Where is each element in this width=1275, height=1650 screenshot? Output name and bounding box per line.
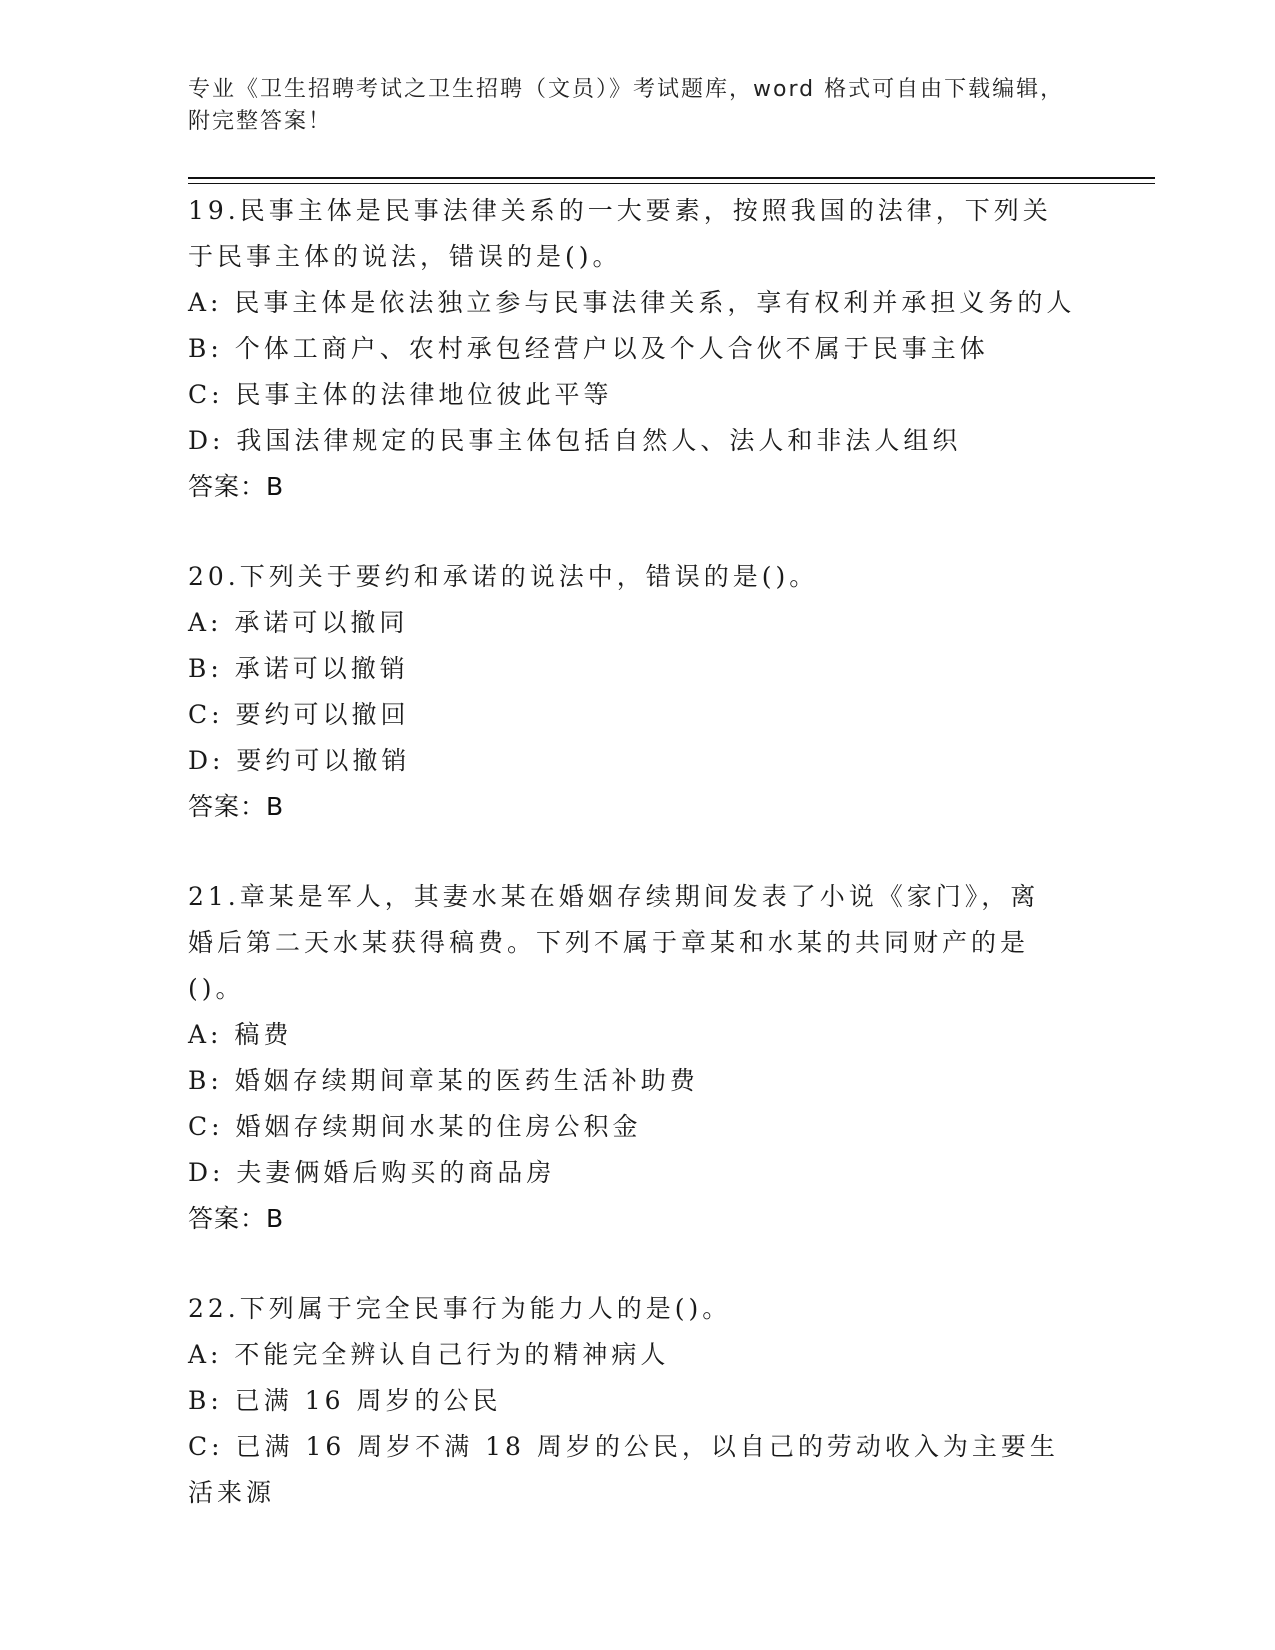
option-c: C: 婚姻存续期间水某的住房公积金 xyxy=(188,1112,642,1141)
question-stem: 22.下列属于完全民事行为能力人的是()。 xyxy=(188,1294,732,1323)
question-22 xyxy=(188,1286,1088,1516)
question-19 xyxy=(188,188,1088,510)
answer-label: 答案：B xyxy=(188,1204,285,1233)
option-d: D: 我国法律规定的民事主体包括自然人、法人和非法人组织 xyxy=(188,426,962,455)
option-a: A: 稿费 xyxy=(188,1020,293,1049)
question-list xyxy=(188,188,1088,1560)
question-stem: 20.下列关于要约和承诺的说法中，错误的是()。 xyxy=(188,562,819,591)
option-b: B: 个体工商户、农村承包经营户以及个人合伙不属于民事主体 xyxy=(188,334,989,363)
answer-label: 答案：B xyxy=(188,792,285,821)
question-stem: 19.民事主体是民事法律关系的一大要素，按照我国的法律，下列关于民事主体的说法，错误的是()。 xyxy=(188,196,1052,271)
option-a: A: 民事主体是依法独立参与民事法律关系，享有权利并承担义务的人 xyxy=(188,288,1076,317)
option-d: D: 夫妻俩婚后购买的商品房 xyxy=(188,1158,556,1187)
question-stem: 21.章某是军人，其妻水某在婚姻存续期间发表了小说《家门》，离婚后第二天水某获得稿费。下列不属于章某和水某的共同财产的是()。 xyxy=(188,882,1040,1003)
option-c: C: 民事主体的法律地位彼此平等 xyxy=(188,380,613,409)
option-c: C: 已满 16 周岁不满 18 周岁的公民，以自己的劳动收入为主要生活来源 xyxy=(188,1432,1059,1507)
option-b: B: 已满 16 周岁的公民 xyxy=(188,1386,502,1415)
option-b: B: 婚姻存续期间章某的医药生活补助费 xyxy=(188,1066,699,1095)
option-d: D: 要约可以撤销 xyxy=(188,746,411,775)
document-header: 专业《卫生招聘考试之卫生招聘（文员）》考试题库，word 格式可自由下载编辑，附完整答案！ xyxy=(188,77,1065,134)
option-a: A: 承诺可以撤同 xyxy=(188,608,409,637)
header-divider-thin xyxy=(188,183,1155,184)
question-20 xyxy=(188,554,1088,830)
option-c: C: 要约可以撤回 xyxy=(188,700,410,729)
option-a: A: 不能完全辨认自己行为的精神病人 xyxy=(188,1340,670,1369)
header-divider-thick xyxy=(188,177,1155,179)
question-21 xyxy=(188,874,1088,1242)
option-b: B: 承诺可以撤销 xyxy=(188,654,409,683)
answer-label: 答案：B xyxy=(188,472,285,501)
